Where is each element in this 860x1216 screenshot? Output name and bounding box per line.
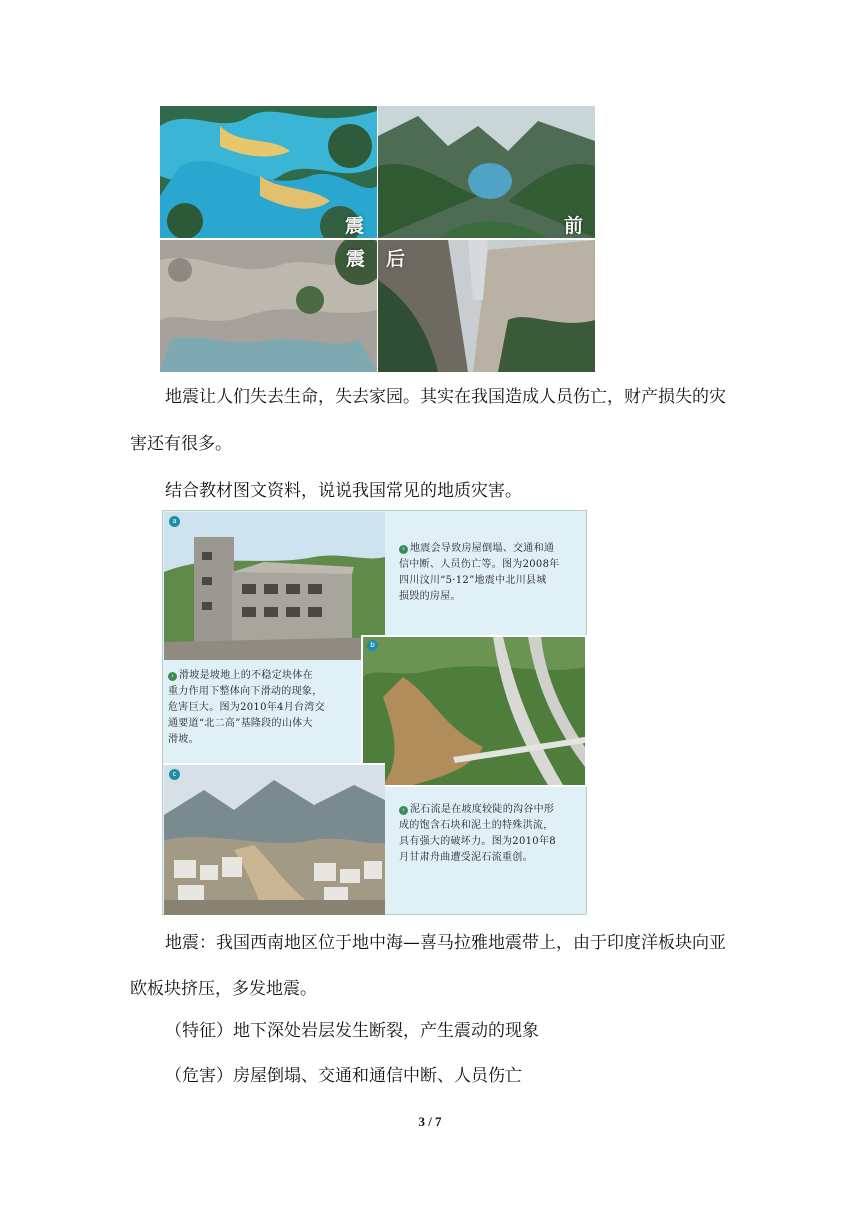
caption-a-line-2: 信中断、人员伤亡等。图为2008年 [399,559,560,570]
figure-badge-c: c [169,769,180,780]
caption-a-line-3: 四川汶川“5·12”地震中北川县城 [399,575,547,586]
caption-a-line-4: 损毁的房屋。 [399,591,461,602]
before-label-char-2: 前 [564,215,584,237]
lake-before-photo [378,106,595,238]
caption-arrow-icon: › [168,672,177,681]
caption-earthquake [399,541,581,605]
paragraph-1-line-1: 地震让人们失去生命，失去家园。其实在我国造成人员伤亡，财产损失的灾 [165,387,726,407]
before-after-photos [160,106,595,372]
paragraph-3-line-1: 地震：我国西南地区位于地中海—喜马拉雅地震带上，由于印度洋板块向亚 [165,933,726,953]
caption-b-line-5: 滑坡。 [168,734,199,745]
caption-c-line-2: 成的饱含石块和泥土的特殊洪流， [399,820,554,831]
caption-arrow-icon: › [399,545,408,554]
caption-c-line-3: 具有强大的破坏力。图为2010年8 [399,836,556,847]
caption-landslide [168,668,356,748]
after-label-char-1: 震 [346,248,366,270]
pool-after-photo [160,240,377,372]
paragraph-2: 结合教材图文资料，说说我国常见的地质灾害。 [165,481,522,501]
caption-arrow-icon: › [399,806,408,815]
caption-c-line-1: 泥石流是在坡度较陡的沟谷中形 [410,804,555,815]
caption-mudslide [399,802,581,866]
landslide-photo [361,635,587,787]
caption-a-line-1: 地震会导致房屋倒塌、交通和通 [410,543,555,554]
mudslide-town-photo [164,763,385,915]
figure-badge-b: b [367,640,378,651]
textbook-figure [162,510,587,915]
figure-badge-a: a [169,516,180,527]
caption-b-line-2: 重力作用下整体向下滑动的现象， [168,686,323,697]
after-label-char-2: 后 [386,248,406,270]
caption-c-line-4: 月甘肃舟曲遭受泥石流重创。 [399,852,533,863]
paragraph-1-line-2: 害还有很多。 [130,434,232,454]
paragraph-3-line-2: 欧板块挤压，多发地震。 [130,979,317,999]
caption-b-line-1: 滑坡是坡地上的不稳定块体在 [179,670,313,681]
before-label-char-1: 震 [345,215,365,237]
collapsed-building-photo [164,512,385,660]
paragraph-4: （特征）地下深处岩层发生断裂，产生震动的现象 [165,1021,539,1041]
caption-b-line-4: 通要道“北二高”基隆段的山体大 [168,718,313,729]
paragraph-5: （危害）房屋倒塌、交通和通信中断、人员伤亡 [165,1066,522,1086]
valley-after-photo [378,240,595,372]
page-number: 3 / 7 [418,1114,442,1129]
caption-b-line-3: 危害巨大。图为2010年4月台湾交 [168,702,325,713]
